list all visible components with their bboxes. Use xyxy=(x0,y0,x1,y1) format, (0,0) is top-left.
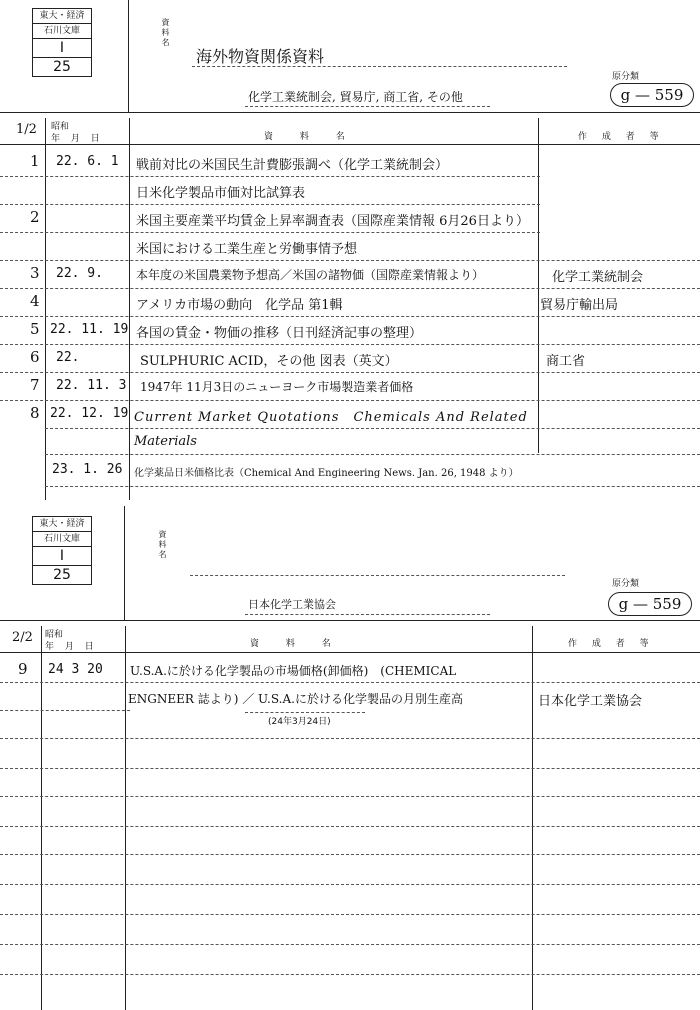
row-title: 各国の賃金・物価の推移（日刊経済記事の整理） xyxy=(136,326,423,341)
row-number: 6 xyxy=(30,348,40,366)
stamp-line-4: 25 xyxy=(53,567,71,583)
row-title: Materials xyxy=(134,434,197,449)
row-number: 2 xyxy=(30,208,40,226)
stamp-line-2: 石川文庫 xyxy=(33,532,91,547)
material-name-label: 資料名 xyxy=(161,18,170,48)
classification-code: g — 559 xyxy=(610,83,694,107)
row-number: 7 xyxy=(30,376,40,394)
row-title: 1947年 11月3日のニューヨーク市場製造業者価格 xyxy=(140,380,414,394)
row-date: 22. 6. 1 xyxy=(56,154,119,169)
row-date: 22. 11. 19 xyxy=(50,322,129,337)
stamp-line-1: 東大・経済 xyxy=(33,517,91,532)
row-title: 日米化学製品市価対比試算表 xyxy=(136,186,306,201)
header-era: 昭和 xyxy=(45,630,64,640)
header-author: 作 成 者 等 xyxy=(568,639,655,649)
stamp-line-1: 東大・経済 xyxy=(33,9,91,24)
header-material-name: 資 料 名 xyxy=(250,639,343,649)
stamp-line-3: I xyxy=(33,547,91,566)
sheet-title: 海外物資関係資料 xyxy=(196,47,325,66)
row-author: 化学工業統制会 xyxy=(552,270,644,285)
row-title: 米国主要産業平均賃金上昇率調査表（国際産業情報 6月26日より） xyxy=(136,214,529,229)
row-title: 戦前対比の米国民生計費膨張調べ（化学工業統制会） xyxy=(136,158,449,173)
row-date: 22. 12. 19 xyxy=(50,406,129,421)
row-title: U.S.A.に於ける化学製品の市場価格(卸価格) (CHEMICAL xyxy=(130,664,457,678)
row-date: 22. 11. 3 xyxy=(56,378,127,393)
header-date: 年 月 日 xyxy=(45,642,98,652)
row-title: ENGNEER 誌より) ／ U.S.A.に於ける化学製品の月別生産高 xyxy=(128,692,463,706)
sheet-subtitle: 化学工業統制会, 貿易庁, 商工省, その他 xyxy=(248,90,463,104)
header-date: 年 月 日 xyxy=(51,134,104,144)
stamp-line-3: I xyxy=(33,39,91,58)
row-title: 化学薬品日米価格比表（Chemical And Engineering News. Jan. 26, 1948 より） xyxy=(134,468,519,479)
row-number: 9 xyxy=(18,660,28,678)
row-number: 4 xyxy=(30,292,40,310)
row-date: 22. 9. xyxy=(56,266,103,281)
classification-label: 原分類 xyxy=(612,579,640,589)
row-date: 22. xyxy=(56,350,80,365)
row-author: 商工省 xyxy=(546,354,586,369)
page-number: 1/2 xyxy=(16,122,37,137)
row-title: Current Market Quotations Chemicals And Related xyxy=(134,410,528,425)
stamp-line-4: 25 xyxy=(53,59,71,75)
library-stamp xyxy=(32,8,92,77)
row-number: 3 xyxy=(30,264,40,282)
stamp-line-2: 石川文庫 xyxy=(33,24,91,39)
row-title: 米国における工業生産と労働事情予想 xyxy=(136,242,358,257)
row-author: 貿易庁輸出局 xyxy=(540,298,619,313)
row-title: SULPHURIC ACID，その他 図表（英文） xyxy=(140,354,398,369)
row-number: 5 xyxy=(30,320,40,338)
row-title: アメリカ市場の動向 化学品 第1輯 xyxy=(136,298,343,313)
sheet-subtitle: 日本化学工業協会 xyxy=(248,598,336,611)
page-number: 2/2 xyxy=(12,630,33,645)
classification-code: g — 559 xyxy=(608,592,692,616)
row-date: 24 3 20 xyxy=(48,662,103,677)
material-name-label: 資料名 xyxy=(158,530,167,560)
row-author: 日本化学工業協会 xyxy=(538,694,643,709)
row-number: 1 xyxy=(30,152,40,170)
library-stamp xyxy=(32,516,92,585)
row-number: 8 xyxy=(30,404,40,422)
header-material-name: 資 料 名 xyxy=(264,132,357,142)
header-era: 昭和 xyxy=(51,122,70,132)
header-author: 作 成 者 等 xyxy=(578,132,665,142)
row-title: 本年度の米国農業物予想高／米国の諸物価（国際産業情報より） xyxy=(136,268,485,282)
row-date: 23. 1. 26 xyxy=(52,462,123,477)
classification-label: 原分類 xyxy=(612,72,640,82)
row-date-note: (24年3月24日) xyxy=(268,717,331,727)
